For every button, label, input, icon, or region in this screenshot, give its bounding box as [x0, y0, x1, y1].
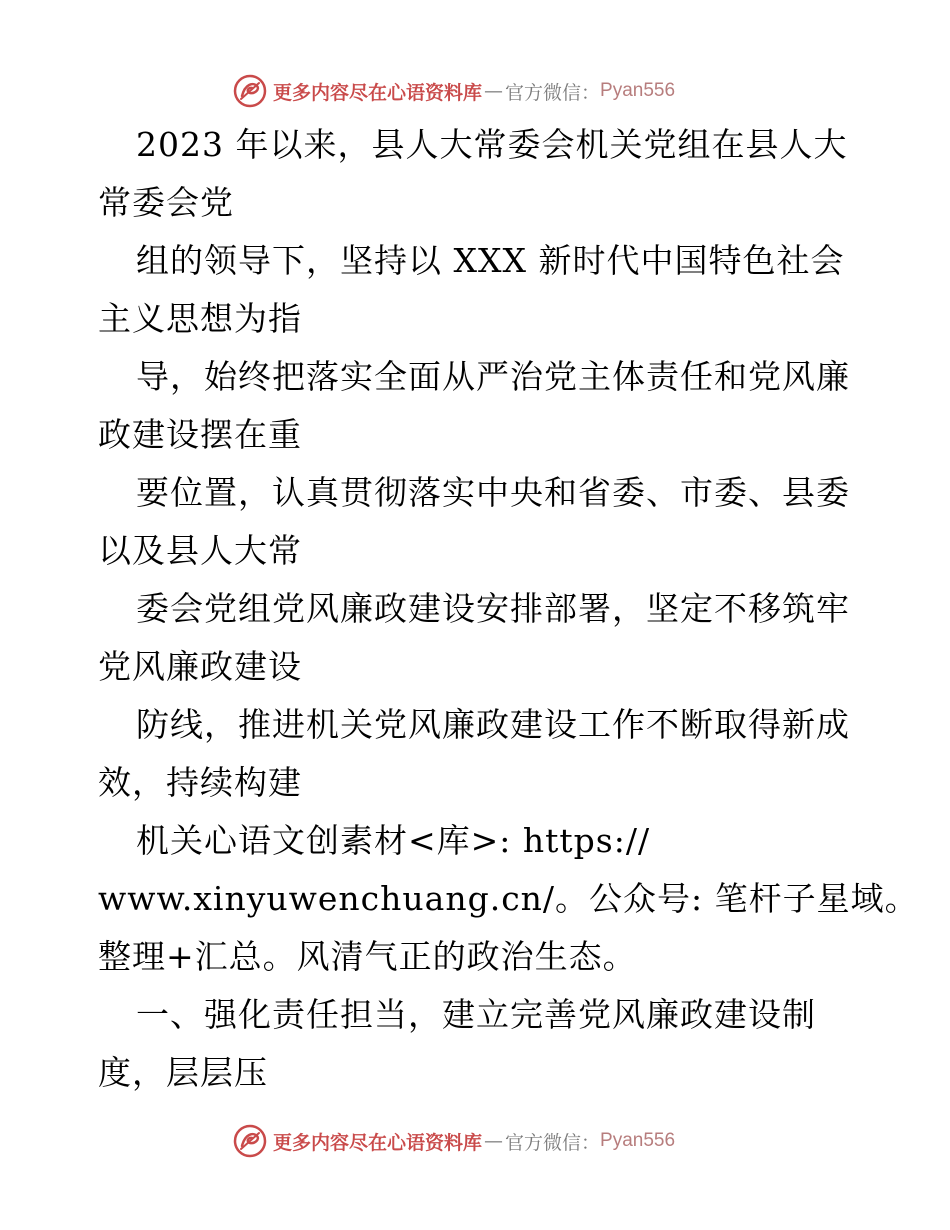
- watermark-label: 官方微信：: [505, 1131, 601, 1154]
- body-line: 要位置，认真贯彻落实中央和省委、市委、县委: [136, 473, 850, 512]
- body-line: 机关心语文创素材<库>: https://: [136, 821, 651, 860]
- body-line: 2023 年以来，县人大常委会机关党组在县人大: [136, 125, 848, 164]
- body-line: 以及县人大常: [98, 531, 302, 570]
- signature-seal-logo-icon: [233, 1124, 267, 1158]
- watermark-label: 官方微信：: [505, 81, 601, 104]
- body-line: 防线，推进机关党风廉政建设工作不断取得新成: [136, 705, 850, 744]
- body-line: 政建设摆在重: [98, 415, 302, 454]
- body-line: 整理+汇总。风清气正的政治生态。: [98, 937, 637, 976]
- body-line: 效，持续构建: [98, 763, 302, 802]
- body-line: 组的领导下，坚持以 XXX 新时代中国特色社会: [136, 241, 845, 280]
- body-line: 主义思想为指: [98, 299, 302, 338]
- body-line: 常委会党: [98, 183, 234, 222]
- watermark-separator: —: [484, 80, 504, 102]
- watermark-brand: 更多内容尽在心语资料库: [273, 81, 483, 104]
- body-line: www.xinyuwenchuang.cn/。公众号: 笔杆子星域。: [98, 879, 919, 918]
- footer-watermark: [233, 1124, 753, 1158]
- body-line: 度，层层压: [98, 1053, 268, 1092]
- body-line: 一、强化责任担当，建立完善党风廉政建设制: [136, 995, 816, 1034]
- signature-seal-logo-icon: [233, 74, 267, 108]
- watermark-id: Pyan556: [600, 80, 676, 101]
- body-line: 党风廉政建设: [98, 647, 302, 686]
- watermark-id: Pyan556: [600, 1130, 676, 1151]
- document-body: [98, 116, 919, 1102]
- body-line: 委会党组党风廉政建设安排部署，坚定不移筑牢: [136, 589, 850, 628]
- watermark-brand: 更多内容尽在心语资料库: [273, 1131, 483, 1154]
- header-watermark: [233, 74, 753, 108]
- watermark-separator: —: [484, 1130, 504, 1152]
- body-line: 导，始终把落实全面从严治党主体责任和党风廉: [136, 357, 850, 396]
